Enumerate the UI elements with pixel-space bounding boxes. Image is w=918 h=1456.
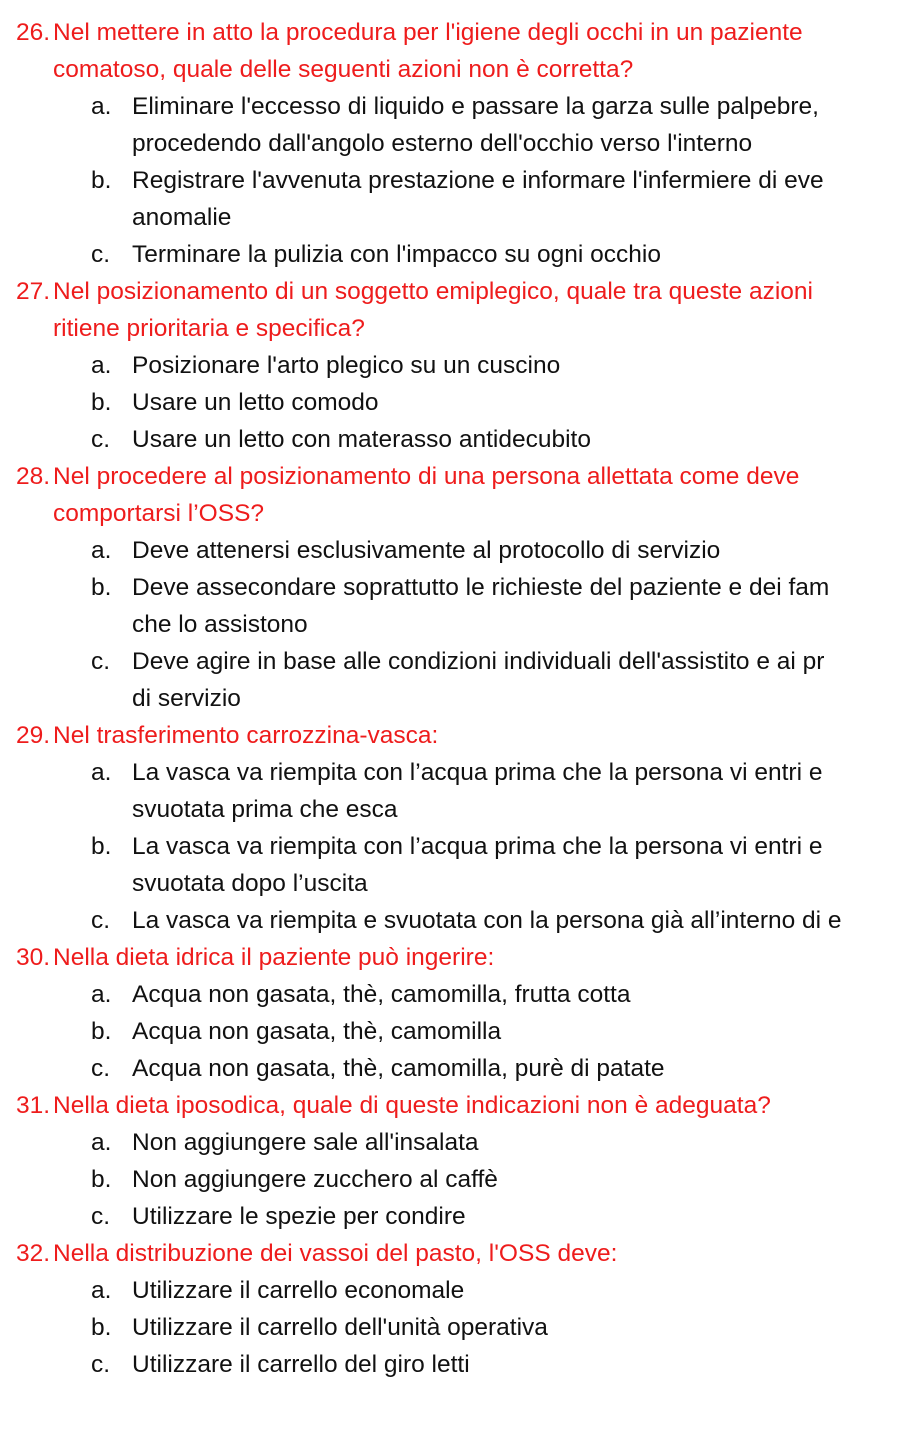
question-text: Nel posizionamento di un soggetto emiplegico, quale tra queste azioni (53, 278, 813, 305)
answer-option-b: Non aggiungere zucchero al caffè (132, 1166, 498, 1193)
question-text: comatoso, quale delle seguenti azioni non è corretta? (53, 56, 634, 83)
answer-letter: b. (91, 833, 112, 860)
answer-option-a: Non aggiungere sale all'insalata (132, 1129, 479, 1156)
question-text: Nel procedere al posizionamento di una persona allettata come deve (53, 463, 800, 490)
answer-letter: a. (91, 352, 112, 379)
answer-option-b: La vasca va riempita con l’acqua prima che la persona vi entri e (132, 833, 823, 860)
answer-option-a: svuotata prima che esca (132, 796, 398, 823)
answer-option-a: Eliminare l'eccesso di liquido e passare la garza sulle palpebre, (132, 93, 819, 120)
answer-letter: b. (91, 574, 112, 601)
question-text: comportarsi l’OSS? (53, 500, 265, 527)
answer-option-a: procedendo dall'angolo esterno dell'occhio verso l'interno (132, 130, 753, 157)
answer-option-b: Acqua non gasata, thè, camomilla (132, 1018, 502, 1045)
answer-option-a: La vasca va riempita con l’acqua prima che la persona vi entri e (132, 759, 823, 786)
answer-option-c: Utilizzare le spezie per condire (132, 1203, 466, 1230)
answer-option-c: Acqua non gasata, thè, camomilla, purè di patate (132, 1055, 665, 1082)
question-number: 31. (16, 1092, 51, 1119)
question-text: Nella dieta iposodica, quale di queste indicazioni non è adeguata? (53, 1092, 771, 1119)
answer-letter: a. (91, 537, 112, 564)
answer-option-c: Usare un letto con materasso antidecubito (132, 426, 591, 453)
answer-letter: a. (91, 93, 112, 120)
answer-option-b: Registrare l'avvenuta prestazione e informare l'infermiere di eve (132, 167, 824, 194)
answer-option-c: La vasca va riempita e svuotata con la persona già all’interno di e (132, 907, 842, 934)
question-text: Nel trasferimento carrozzina-vasca: (53, 722, 439, 749)
answer-letter: b. (91, 1018, 112, 1045)
answer-letter: c. (91, 1055, 111, 1082)
answer-letter: b. (91, 389, 112, 416)
answer-letter: c. (91, 907, 111, 934)
answer-option-b: Utilizzare il carrello dell'unità operativa (132, 1314, 548, 1341)
question-number: 26. (16, 19, 51, 46)
answer-option-a: Utilizzare il carrello economale (132, 1277, 465, 1304)
answer-option-c: Utilizzare il carrello del giro letti (132, 1351, 470, 1378)
answer-letter: b. (91, 1166, 112, 1193)
answer-letter: a. (91, 759, 112, 786)
question-number: 30. (16, 944, 51, 971)
question-number: 27. (16, 278, 51, 305)
question-text: Nel mettere in atto la procedura per l'igiene degli occhi in un paziente (53, 19, 803, 46)
question-text: Nella dieta idrica il paziente può ingerire: (53, 944, 495, 971)
question-text: ritiene prioritaria e specifica? (53, 315, 365, 342)
answer-option-b: Usare un letto comodo (132, 389, 379, 416)
answer-letter: c. (91, 426, 111, 453)
answer-letter: a. (91, 1277, 112, 1304)
answer-option-c: Deve agire in base alle condizioni individuali dell'assistito e ai pr (132, 648, 825, 675)
answer-letter: a. (91, 1129, 112, 1156)
answer-option-b: Deve assecondare soprattutto le richieste del paziente e dei fam (132, 574, 830, 601)
answer-letter: a. (91, 981, 112, 1008)
question-number: 28. (16, 463, 51, 490)
answer-letter: b. (91, 1314, 112, 1341)
answer-option-b: svuotata dopo l’uscita (132, 870, 368, 897)
answer-letter: b. (91, 167, 112, 194)
answer-option-b: che lo assistono (132, 611, 308, 638)
answer-letter: c. (91, 648, 111, 675)
answer-option-b: anomalie (132, 204, 232, 231)
answer-option-a: Posizionare l'arto plegico su un cuscino (132, 352, 561, 379)
answer-letter: c. (91, 241, 111, 268)
answer-option-a: Acqua non gasata, thè, camomilla, frutta cotta (132, 981, 631, 1008)
question-text: Nella distribuzione dei vassoi del pasto, l'OSS deve: (53, 1240, 618, 1267)
answer-letter: c. (91, 1351, 111, 1378)
answer-option-c: di servizio (132, 685, 241, 712)
answer-option-c: Terminare la pulizia con l'impacco su ogni occhio (132, 241, 661, 268)
answer-letter: c. (91, 1203, 111, 1230)
question-number: 32. (16, 1240, 51, 1267)
answer-option-a: Deve attenersi esclusivamente al protocollo di servizio (132, 537, 721, 564)
question-number: 29. (16, 722, 51, 749)
